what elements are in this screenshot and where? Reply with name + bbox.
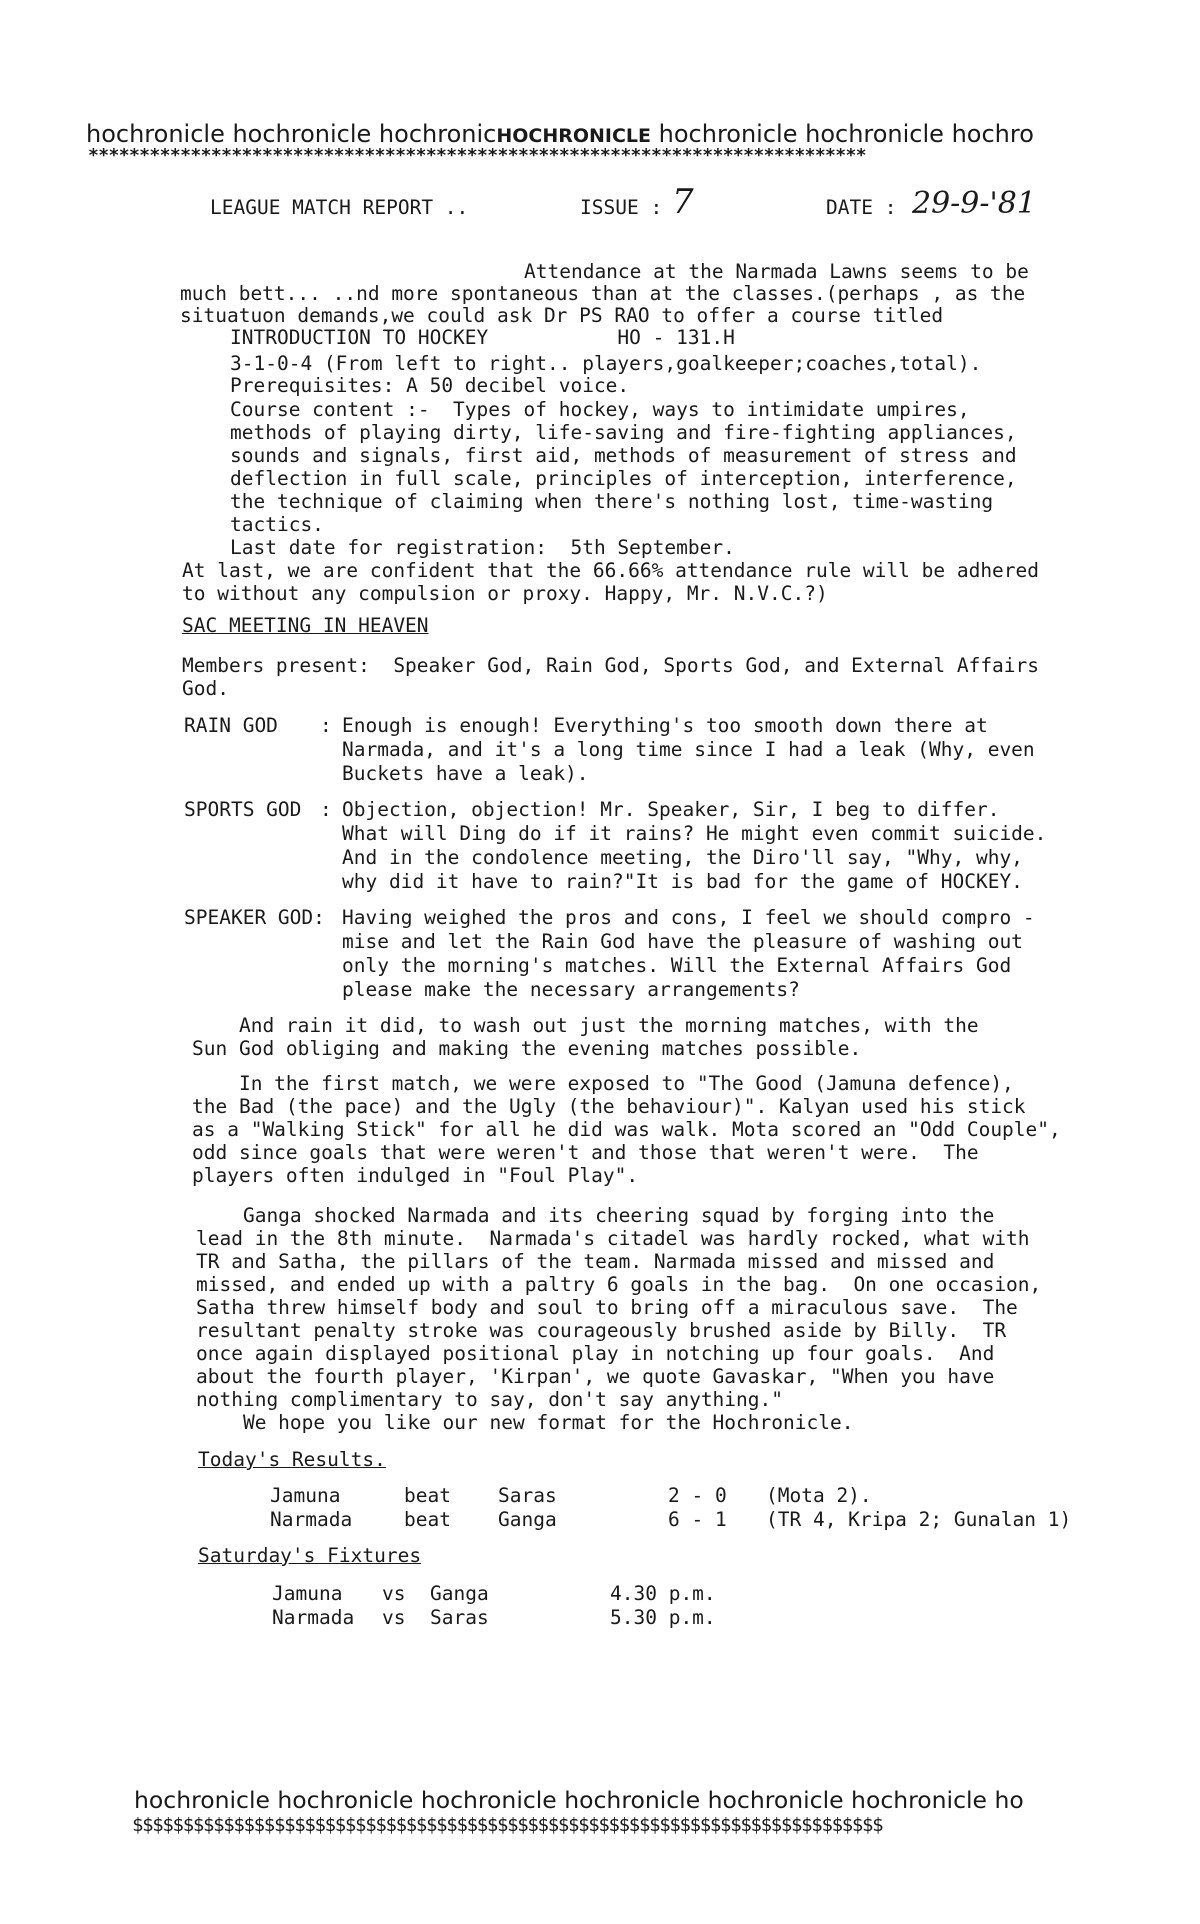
masthead-banner-left: hochronicle hochronicle hochronic: [86, 120, 497, 148]
intro-line-11: the technique of claiming when there's nothing lost, time-wasting: [230, 490, 994, 513]
speaker-sports-god: SPORTS GOD: [184, 798, 302, 821]
speaker-god-line-4: please make the necessary arrangements?: [342, 978, 800, 1001]
result-row-1-score: 2 - 0: [668, 1484, 727, 1507]
narrative-p3-line-4: missed, and ended up with a paltry 6 goals in the bag. On one occasion,: [196, 1273, 1042, 1296]
intro-line-5: 3-1-0-4 (From left to right.. players,goalkeeper;coaches,total).: [230, 352, 982, 375]
intro-line-13: Last date for registration: 5th September.: [230, 536, 735, 559]
narrative-p3-line-3: TR and Satha, the pillars of the team. Narmada missed and missed and: [196, 1250, 995, 1273]
fixture-row-1-verb: vs: [382, 1582, 406, 1605]
intro-line-14: At last, we are confident that the 66.66% attendance rule will be adhered: [182, 559, 1040, 582]
narrative-p2-line-1: In the first match, we were exposed to "The Good (Jamuna defence),: [192, 1072, 1014, 1095]
narrative-p3-line-8: about the fourth player, 'Kirpan', we quote Gavaskar, "When you have: [196, 1365, 995, 1388]
fixtures-heading: Saturday's Fixtures: [198, 1544, 422, 1567]
intro-line-3: situatuon demands,we could ask Dr PS RAO to offer a course titled: [180, 304, 944, 327]
sac-members-line-2: God.: [182, 677, 229, 700]
fixture-row-1-time: 4.30 p.m.: [610, 1582, 716, 1605]
sports-god-line-1: Objection, objection! Mr. Speaker, Sir, I beg to differ.: [342, 798, 1000, 821]
intro-line-12: tactics.: [230, 513, 324, 536]
speaker-god-line-3: only the morning's matches. Will the External Affairs God: [342, 954, 1012, 977]
narrative-p2-line-5: players often indulged in "Foul Play".: [192, 1164, 639, 1187]
sports-god-line-2: What will Ding do if it rains? He might even commit suicide.: [342, 822, 1047, 845]
narrative-p2-line-2: the Bad (the pace) and the Ugly (the behaviour)". Kalyan used his stick: [192, 1095, 1026, 1118]
masthead-title: HOCHRONICLE: [496, 125, 652, 147]
rain-god-line-2: Narmada, and it's a long time since I had a leak (Why, even: [342, 738, 1035, 761]
intro-line-15: to without any compulsion or proxy. Happy, Mr. N.V.C.?): [182, 582, 828, 605]
masthead-banner: [86, 120, 1034, 148]
intro-line-9: sounds and signals, first aid, methods of measurement of stress and: [230, 444, 1017, 467]
speaker-god-line-2: mise and let the Rain God have the pleasure of washing out: [342, 930, 1023, 953]
fixture-row-1-team2: Ganga: [430, 1582, 489, 1605]
date-value: 29-9-'81: [912, 186, 1036, 221]
speaker-god-line-1: Having weighed the pros and cons, I feel we should compro -: [342, 906, 1035, 929]
report-label: LEAGUE MATCH REPORT ..: [210, 196, 469, 219]
narrative-p1-line-2: Sun God obliging and making the evening matches possible.: [192, 1037, 862, 1060]
narrative-p3-line-5: Satha threw himself body and soul to bring off a miraculous save. The: [196, 1296, 1018, 1319]
fixture-row-2-verb: vs: [382, 1606, 406, 1629]
masthead-stars: ****************************************************************************: [88, 145, 867, 166]
narrative-p3-line-1: Ganga shocked Narmada and its cheering squad by forging into the: [196, 1204, 995, 1227]
result-row-2-team1: Narmada: [270, 1508, 353, 1531]
result-row-1-team2: Saras: [498, 1484, 557, 1507]
intro-line-1: Attendance at the Narmada Lawns seems to be: [524, 260, 1029, 283]
narrative-p3-line-7: once again displayed positional play in notching up four goals. And: [196, 1342, 995, 1365]
narrative-p3-line-2: lead in the 8th minute. Narmada's citadel was hardly rocked, what with: [196, 1227, 1030, 1250]
fixture-row-2-time: 5.30 p.m.: [610, 1606, 716, 1629]
result-row-2-note: (TR 4, Kripa 2; Gunalan 1): [766, 1508, 1072, 1531]
speaker-speaker-god: SPEAKER GOD:: [184, 906, 325, 929]
intro-line-6: Prerequisites: A 50 decibel voice.: [230, 374, 630, 397]
sac-members-line-1: Members present: Speaker God, Rain God, Sports God, and External Affairs: [182, 654, 1040, 677]
footer-dollars: $$$$$$$$$$$$$$$$$$$$$$$$$$$$$$$$$$$$$$$$$$$$$$$$$$$$$$$$$$$$$$$$$$$$$$$$$$: [132, 1814, 883, 1836]
narrative-p3-line-6: resultant penalty stroke was courageously brushed aside by Billy. TR: [196, 1319, 1007, 1342]
narrative-p1-line-1: And rain it did, to wash out just the morning matches, with the: [192, 1014, 979, 1037]
speaker-rain-god: RAIN GOD: [184, 714, 278, 737]
result-row-2-team2: Ganga: [498, 1508, 557, 1531]
issue-label: ISSUE :: [580, 196, 663, 219]
masthead-banner-right: hochronicle hochronicle hochro: [651, 120, 1034, 148]
result-row-1-verb: beat: [404, 1484, 451, 1507]
results-heading: Today's Results.: [198, 1448, 386, 1471]
narrative-p2-line-3: as a "Walking Stick" for all he did was walk. Mota scored an "Odd Couple",: [192, 1118, 1061, 1141]
intro-line-8: methods of playing dirty, life-saving and fire-fighting appliances,: [230, 421, 1017, 444]
result-row-1-team1: Jamuna: [270, 1484, 341, 1507]
result-row-2-score: 6 - 1: [668, 1508, 727, 1531]
sports-god-line-3: And in the condolence meeting, the Diro'll say, "Why, why,: [342, 846, 1023, 869]
intro-line-2: much bett... ..nd more spontaneous than at the classes.(perhaps , as the: [180, 282, 1026, 305]
fixture-row-2-team2: Saras: [430, 1606, 489, 1629]
intro-line-4: INTRODUCTION TO HOCKEY HO - 131.H: [230, 326, 735, 349]
intro-line-7: Course content :- Types of hockey, ways to intimidate umpires,: [230, 398, 970, 421]
result-row-1-note: (Mota 2).: [766, 1484, 872, 1507]
fixture-row-2-team1: Narmada: [272, 1606, 355, 1629]
intro-line-10: deflection in full scale, principles of interception, interference,: [230, 467, 1017, 490]
narrative-p3-line-10: We hope you like our new format for the Hochronicle.: [196, 1411, 854, 1434]
sac-heading: SAC MEETING IN HEAVEN: [182, 614, 429, 637]
footer-banner: hochronicle hochronicle hochronicle hochronicle hochronicle hochronicle ho: [134, 1786, 1024, 1814]
fixture-row-1-team1: Jamuna: [272, 1582, 343, 1605]
sports-god-line-4: why did it have to rain?"It is bad for the game of HOCKEY.: [342, 870, 1023, 893]
date-label: DATE :: [826, 196, 897, 219]
narrative-p3-line-9: nothing complimentary to say, don't say anything.": [196, 1388, 783, 1411]
rain-god-line-3: Buckets have a leak).: [342, 762, 589, 785]
narrative-p2-line-4: odd since goals that were weren't and those that weren't were. The: [192, 1141, 979, 1164]
result-row-2-verb: beat: [404, 1508, 451, 1531]
speaker-sep-sports: :: [320, 798, 332, 821]
rain-god-line-1: Enough is enough! Everything's too smooth down there at: [342, 714, 988, 737]
speaker-sep-rain: :: [320, 714, 332, 737]
issue-value: 7: [672, 182, 694, 222]
